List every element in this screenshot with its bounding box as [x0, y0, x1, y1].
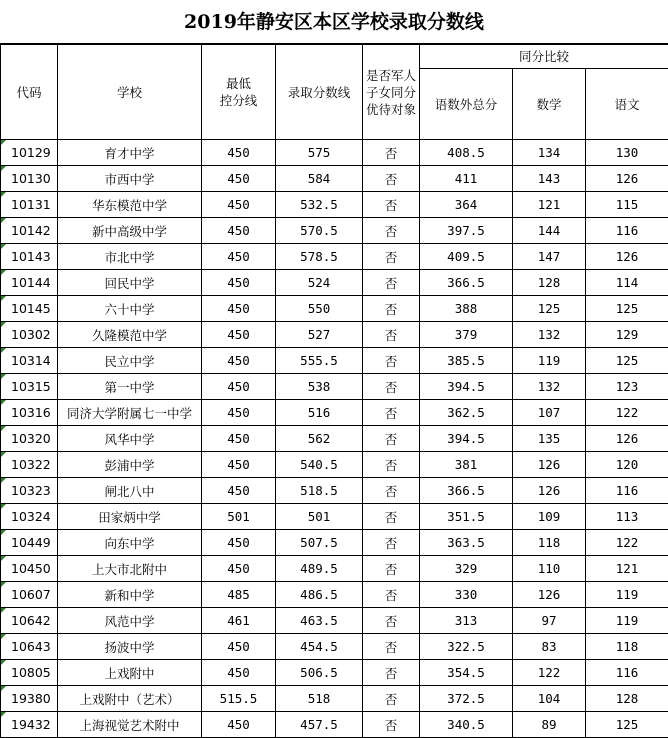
cell-min-line: 450	[202, 348, 276, 374]
cell-math: 110	[513, 556, 586, 582]
cell-cme-total: 340.5	[420, 712, 513, 738]
cell-military: 否	[363, 218, 420, 244]
header-cme-total: 语数外总分	[420, 69, 513, 140]
cell-cme-total: 397.5	[420, 218, 513, 244]
cell-chinese: 122	[586, 530, 668, 556]
table-row	[1, 270, 668, 296]
cell-chinese: 126	[586, 426, 668, 452]
header-chinese: 语文	[586, 69, 668, 140]
cell-chinese: 121	[586, 556, 668, 582]
cell-military: 否	[363, 426, 420, 452]
cell-chinese: 126	[586, 166, 668, 192]
cell-math: 132	[513, 322, 586, 348]
header-school: 学校	[58, 45, 202, 140]
cell-military: 否	[363, 478, 420, 504]
cell-military: 否	[363, 634, 420, 660]
cell-chinese: 120	[586, 452, 668, 478]
cell-code: 10142	[1, 218, 58, 244]
cell-code: 10129	[1, 140, 58, 166]
cell-code: 10130	[1, 166, 58, 192]
cell-min-line: 450	[202, 452, 276, 478]
cell-school: 育才中学	[58, 140, 202, 166]
cell-cme-total: 379	[420, 322, 513, 348]
cell-min-line: 450	[202, 478, 276, 504]
cell-admit-score: 562	[276, 426, 363, 452]
cell-admit-score: 501	[276, 504, 363, 530]
cell-admit-score: 518	[276, 686, 363, 712]
cell-math: 147	[513, 244, 586, 270]
cell-chinese: 118	[586, 634, 668, 660]
cell-math: 135	[513, 426, 586, 452]
cell-military: 否	[363, 270, 420, 296]
cell-cme-total: 411	[420, 166, 513, 192]
cell-admit-score: 540.5	[276, 452, 363, 478]
cell-school: 彭浦中学	[58, 452, 202, 478]
cell-cme-total: 394.5	[420, 374, 513, 400]
cell-min-line: 485	[202, 582, 276, 608]
cell-school: 久隆模范中学	[58, 322, 202, 348]
cell-code: 10324	[1, 504, 58, 530]
cell-chinese: 123	[586, 374, 668, 400]
cell-cme-total: 351.5	[420, 504, 513, 530]
cell-chinese: 113	[586, 504, 668, 530]
table-row	[1, 478, 668, 504]
cell-military: 否	[363, 140, 420, 166]
cell-admit-score: 507.5	[276, 530, 363, 556]
cell-math: 119	[513, 348, 586, 374]
cell-math: 126	[513, 452, 586, 478]
header-admit-score: 录取分数线	[276, 45, 363, 140]
table-row	[1, 244, 668, 270]
table-row	[1, 608, 668, 634]
cell-chinese: 116	[586, 660, 668, 686]
table-row	[1, 426, 668, 452]
cell-chinese: 129	[586, 322, 668, 348]
cell-military: 否	[363, 556, 420, 582]
cell-cme-total: 329	[420, 556, 513, 582]
cell-school: 上大市北附中	[58, 556, 202, 582]
table-title: 2019年静安区本区学校录取分数线	[0, 0, 668, 44]
cell-cme-total: 409.5	[420, 244, 513, 270]
cell-school: 向东中学	[58, 530, 202, 556]
cell-min-line: 450	[202, 400, 276, 426]
cell-chinese: 128	[586, 686, 668, 712]
cell-min-line: 450	[202, 556, 276, 582]
cell-min-line: 501	[202, 504, 276, 530]
cell-min-line: 450	[202, 712, 276, 738]
header-military: 是否军人子女同分优待对象	[363, 45, 420, 140]
table-row	[1, 530, 668, 556]
cell-cme-total: 394.5	[420, 426, 513, 452]
table-row	[1, 400, 668, 426]
cell-admit-score: 516	[276, 400, 363, 426]
cell-admit-score: 570.5	[276, 218, 363, 244]
cell-math: 128	[513, 270, 586, 296]
cell-code: 10314	[1, 348, 58, 374]
cell-chinese: 119	[586, 608, 668, 634]
cell-chinese: 115	[586, 192, 668, 218]
table-row	[1, 452, 668, 478]
cell-math: 126	[513, 478, 586, 504]
cell-math: 132	[513, 374, 586, 400]
cell-code: 19380	[1, 686, 58, 712]
table-row	[1, 504, 668, 530]
table-row	[1, 582, 668, 608]
cell-cme-total: 364	[420, 192, 513, 218]
cell-military: 否	[363, 530, 420, 556]
cell-min-line: 450	[202, 426, 276, 452]
cell-admit-score: 486.5	[276, 582, 363, 608]
cell-min-line: 450	[202, 374, 276, 400]
cell-min-line: 450	[202, 296, 276, 322]
cell-school: 上海视觉艺术附中	[58, 712, 202, 738]
cell-code: 10145	[1, 296, 58, 322]
cell-school: 风范中学	[58, 608, 202, 634]
cell-code: 10144	[1, 270, 58, 296]
cell-chinese: 122	[586, 400, 668, 426]
cell-cme-total: 366.5	[420, 478, 513, 504]
cell-code: 10302	[1, 322, 58, 348]
cell-code: 10805	[1, 660, 58, 686]
cell-math: 104	[513, 686, 586, 712]
cell-math: 134	[513, 140, 586, 166]
cell-military: 否	[363, 504, 420, 530]
cell-admit-score: 584	[276, 166, 363, 192]
table-row	[1, 166, 668, 192]
table-body	[1, 140, 668, 738]
cell-school: 六十中学	[58, 296, 202, 322]
cell-military: 否	[363, 608, 420, 634]
cell-chinese: 126	[586, 244, 668, 270]
cell-military: 否	[363, 244, 420, 270]
table-row	[1, 296, 668, 322]
table-row	[1, 556, 668, 582]
cell-military: 否	[363, 348, 420, 374]
cell-admit-score: 555.5	[276, 348, 363, 374]
cell-chinese: 125	[586, 296, 668, 322]
cell-chinese: 116	[586, 218, 668, 244]
cell-military: 否	[363, 582, 420, 608]
cell-admit-score: 489.5	[276, 556, 363, 582]
cell-admit-score: 454.5	[276, 634, 363, 660]
cell-code: 10316	[1, 400, 58, 426]
cell-military: 否	[363, 400, 420, 426]
cell-military: 否	[363, 374, 420, 400]
header-code: 代码	[1, 45, 58, 140]
cell-school: 上戏附中	[58, 660, 202, 686]
cell-chinese: 114	[586, 270, 668, 296]
cell-school: 回民中学	[58, 270, 202, 296]
table-row	[1, 634, 668, 660]
table-row	[1, 686, 668, 712]
cell-admit-score: 457.5	[276, 712, 363, 738]
table-row	[1, 660, 668, 686]
cell-school: 市北中学	[58, 244, 202, 270]
cell-code: 10315	[1, 374, 58, 400]
cell-admit-score: 532.5	[276, 192, 363, 218]
cell-code: 10322	[1, 452, 58, 478]
admission-score-table	[0, 44, 668, 738]
table-row	[1, 140, 668, 166]
table-row	[1, 192, 668, 218]
table-row	[1, 712, 668, 738]
cell-chinese: 116	[586, 478, 668, 504]
cell-cme-total: 362.5	[420, 400, 513, 426]
cell-admit-score: 538	[276, 374, 363, 400]
cell-math: 118	[513, 530, 586, 556]
cell-math: 125	[513, 296, 586, 322]
cell-code: 10450	[1, 556, 58, 582]
cell-cme-total: 381	[420, 452, 513, 478]
cell-military: 否	[363, 296, 420, 322]
cell-code: 10607	[1, 582, 58, 608]
cell-school: 闸北八中	[58, 478, 202, 504]
cell-min-line: 450	[202, 634, 276, 660]
cell-admit-score: 550	[276, 296, 363, 322]
cell-math: 122	[513, 660, 586, 686]
cell-school: 同济大学附属七一中学	[58, 400, 202, 426]
cell-cme-total: 354.5	[420, 660, 513, 686]
cell-chinese: 119	[586, 582, 668, 608]
cell-admit-score: 463.5	[276, 608, 363, 634]
header-compare-group: 同分比较	[420, 45, 668, 69]
cell-math: 107	[513, 400, 586, 426]
cell-military: 否	[363, 712, 420, 738]
cell-code: 10449	[1, 530, 58, 556]
cell-code: 10320	[1, 426, 58, 452]
cell-min-line: 450	[202, 218, 276, 244]
cell-min-line: 450	[202, 530, 276, 556]
cell-military: 否	[363, 192, 420, 218]
cell-math: 126	[513, 582, 586, 608]
cell-cme-total: 388	[420, 296, 513, 322]
cell-school: 新和中学	[58, 582, 202, 608]
cell-cme-total: 385.5	[420, 348, 513, 374]
cell-code: 10642	[1, 608, 58, 634]
cell-admit-score: 578.5	[276, 244, 363, 270]
cell-school: 上戏附中（艺术）	[58, 686, 202, 712]
cell-school: 民立中学	[58, 348, 202, 374]
cell-school: 新中高级中学	[58, 218, 202, 244]
cell-code: 10323	[1, 478, 58, 504]
cell-military: 否	[363, 660, 420, 686]
table-row	[1, 218, 668, 244]
cell-math: 97	[513, 608, 586, 634]
cell-cme-total: 408.5	[420, 140, 513, 166]
cell-school: 市西中学	[58, 166, 202, 192]
cell-cme-total: 313	[420, 608, 513, 634]
cell-chinese: 130	[586, 140, 668, 166]
cell-code: 10643	[1, 634, 58, 660]
cell-code: 19432	[1, 712, 58, 738]
cell-military: 否	[363, 452, 420, 478]
cell-code: 10131	[1, 192, 58, 218]
cell-min-line: 461	[202, 608, 276, 634]
cell-min-line: 450	[202, 322, 276, 348]
cell-chinese: 125	[586, 712, 668, 738]
cell-math: 89	[513, 712, 586, 738]
header-math: 数学	[513, 69, 586, 140]
cell-min-line: 450	[202, 140, 276, 166]
cell-math: 144	[513, 218, 586, 244]
header-min-line: 最低 控分线	[202, 45, 276, 140]
cell-min-line: 450	[202, 244, 276, 270]
cell-military: 否	[363, 166, 420, 192]
cell-math: 109	[513, 504, 586, 530]
cell-school: 第一中学	[58, 374, 202, 400]
cell-admit-score: 524	[276, 270, 363, 296]
cell-school: 风华中学	[58, 426, 202, 452]
cell-chinese: 125	[586, 348, 668, 374]
cell-min-line: 450	[202, 660, 276, 686]
cell-cme-total: 322.5	[420, 634, 513, 660]
cell-min-line: 450	[202, 166, 276, 192]
cell-math: 121	[513, 192, 586, 218]
table-row	[1, 348, 668, 374]
cell-cme-total: 330	[420, 582, 513, 608]
cell-admit-score: 506.5	[276, 660, 363, 686]
cell-school: 田家炳中学	[58, 504, 202, 530]
cell-admit-score: 518.5	[276, 478, 363, 504]
cell-admit-score: 527	[276, 322, 363, 348]
cell-admit-score: 575	[276, 140, 363, 166]
table-row	[1, 374, 668, 400]
cell-military: 否	[363, 322, 420, 348]
cell-cme-total: 366.5	[420, 270, 513, 296]
cell-math: 83	[513, 634, 586, 660]
cell-math: 143	[513, 166, 586, 192]
cell-school: 华东模范中学	[58, 192, 202, 218]
cell-min-line: 450	[202, 192, 276, 218]
cell-military: 否	[363, 686, 420, 712]
cell-min-line: 450	[202, 270, 276, 296]
cell-cme-total: 363.5	[420, 530, 513, 556]
cell-code: 10143	[1, 244, 58, 270]
table-row	[1, 322, 668, 348]
cell-school: 扬波中学	[58, 634, 202, 660]
cell-min-line: 515.5	[202, 686, 276, 712]
cell-cme-total: 372.5	[420, 686, 513, 712]
